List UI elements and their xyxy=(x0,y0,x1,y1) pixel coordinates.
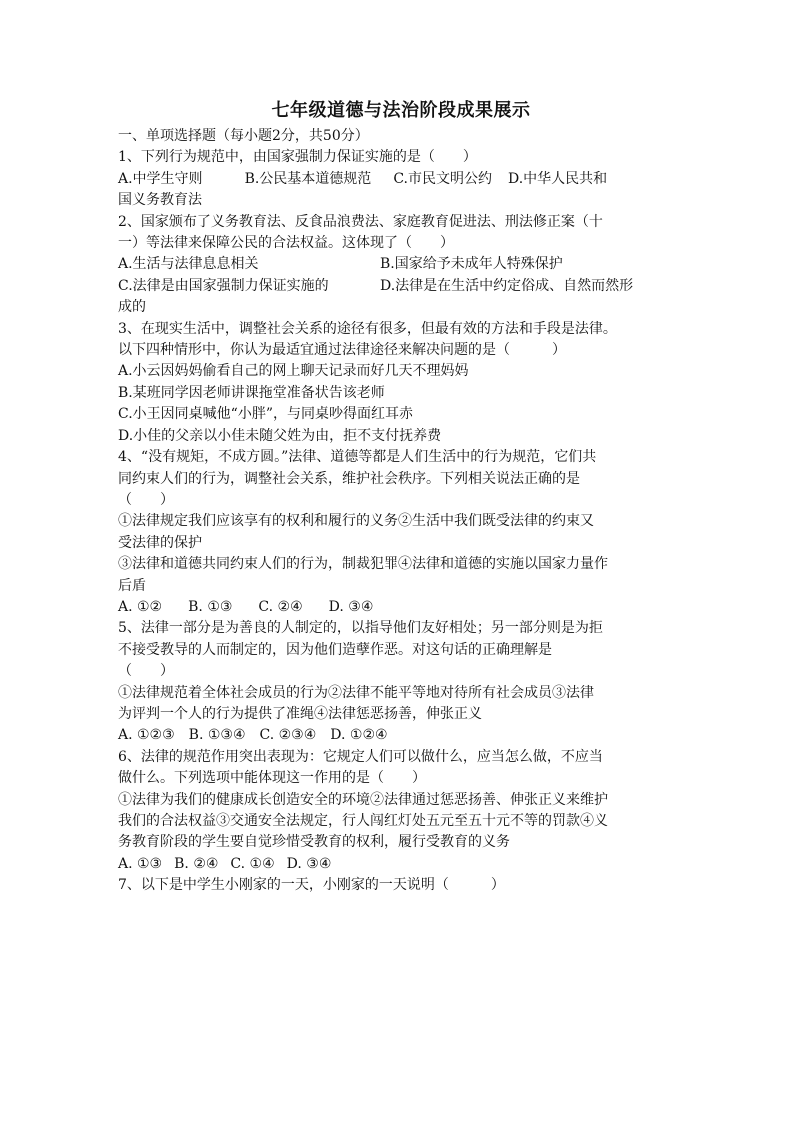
question-4-stem: 4、“没有规矩，不成方圆。”法律、道德等都是人们生活中的行为规范，它们共 xyxy=(118,449,597,466)
q4-options xyxy=(118,597,684,618)
q5-option-d: D. ①②④ xyxy=(330,727,388,744)
q3-option-c: C.小王因同桌喊他“小胖”，与同桌吵得面红耳赤 xyxy=(118,406,413,423)
q6-option-a: A. ①③ xyxy=(118,855,163,872)
question-4-stem-paren: （ ） xyxy=(118,491,174,508)
q1-option-d: D.中华人民共和 xyxy=(507,170,608,187)
q2-option-b: B.国家给予未成年人特殊保护 xyxy=(380,256,563,273)
question-6-stem-cont: 做什么。下列选项中能体现这一作用的是（ ） xyxy=(118,770,426,787)
q2-options-ab xyxy=(118,254,684,275)
question-2-stem: 2、国家颁布了义务教育法、反食品浪费法、家庭教育促进法、刑法修正案（十 xyxy=(118,213,603,230)
question-2-stem-cont: 一）等法律来保障公民的合法权益。这体现了（ ） xyxy=(118,235,454,252)
q5-option-b: B. ①③④ xyxy=(188,727,246,744)
q6-statement-line-2: 我们的合法权益③交通安全法规定，行人闯红灯处五元至五十元不等的罚款④义 xyxy=(118,813,608,829)
q6-statement-line-1: ①法律为我们的健康成长创造安全的环境②法律通过惩恶扬善、伸张正义来维护 xyxy=(118,791,608,808)
q2-option-a: A.生活与法律息息相关 xyxy=(118,256,259,273)
q2-option-d-cont: 成的 xyxy=(118,299,146,316)
q6-options xyxy=(118,854,684,875)
question-5-stem: 5、法律一部分是为善良的人制定的，以指导他们友好相处；另一部分则是为拒 xyxy=(118,620,603,637)
question-1-stem: 1、下列行为规范中，由国家强制力保证实施的是（ ） xyxy=(118,149,477,166)
q4-statement-line-3: ③法律和道德共同约束人们的行为，制裁犯罪④法律和道德的实施以国家力量作 xyxy=(118,556,608,573)
q5-statement-line-2: 为评判一个人的行为提供了准绳④法律惩恶扬善，伸张正义 xyxy=(118,705,482,722)
q4-statement-line-2: 受法律的保护 xyxy=(118,534,202,551)
q6-statement-line-3: 务教育阶段的学生要自觉珍惜受教育的权利，履行受教育的义务 xyxy=(118,834,510,851)
question-4-stem-cont: 同约束人们的行为，调整社会关系，维护社会秩序。下列相关说法正确的是 xyxy=(118,470,580,487)
question-6-stem: 6、法律的规范作用突出表现为：它规定人们可以做什么，应当怎么做，不应当 xyxy=(118,748,603,765)
q6-option-b: B. ②④ xyxy=(174,855,219,872)
q4-option-b: B. ①③ xyxy=(188,598,233,615)
section-heading: 一、单项选择题（每小题2分，共50分） xyxy=(118,128,369,144)
q2-option-c: C.法律是由国家强制力保证实施的 xyxy=(118,277,329,294)
q3-option-a: A.小云因妈妈偷看自己的网上聊天记录而好几天不理妈妈 xyxy=(118,363,469,380)
q1-option-d-cont: 国义务教育法 xyxy=(118,192,202,209)
q4-option-a: A. ①② xyxy=(118,598,163,615)
q1-option-b: B.公民基本道德规范 xyxy=(244,170,372,187)
q2-option-d: D.法律是在生活中约定俗成、自然而然形 xyxy=(380,277,634,294)
q5-statement-line-1: ①法律规范着全体社会成员的行为②法律不能平等地对待所有社会成员③法律 xyxy=(118,684,594,701)
q3-option-d: D.小佳的父亲以小佳未随父姓为由，拒不支付抚养费 xyxy=(118,427,442,444)
q5-option-a: A. ①②③ xyxy=(118,727,175,744)
question-5-stem-cont: 不接受教导的人而制定的，因为他们造孽作恶。对这句话的正确理解是 xyxy=(118,641,552,658)
q5-option-c: C. ②③④ xyxy=(259,727,317,744)
q2-options-cd xyxy=(118,276,684,297)
question-3-stem: 3、在现实生活中，调整社会关系的途径有很多，但最有效的方法和手段是法律。 xyxy=(118,320,617,337)
question-3-stem-cont: 以下四种情形中，你认为最适宜通过法律途径来解决问题的是（ ） xyxy=(118,342,566,359)
document-page xyxy=(118,98,684,897)
q4-statement-line-4: 后盾 xyxy=(118,577,146,594)
q4-option-c: C. ②④ xyxy=(258,598,303,615)
q4-option-d: D. ③④ xyxy=(328,598,374,615)
q5-options xyxy=(118,725,684,746)
question-1-options xyxy=(118,169,684,190)
q6-option-d: D. ③④ xyxy=(286,855,332,872)
q3-option-b: B.某班同学因老师讲课拖堂准备状告该老师 xyxy=(118,384,385,401)
q6-option-c: C. ①④ xyxy=(230,855,275,872)
q1-option-a: A.中学生守则 xyxy=(118,170,203,187)
q1-option-c: C.市民文明公约 xyxy=(393,170,492,187)
question-5-stem-paren: （ ） xyxy=(118,663,174,680)
q4-statement-line-1: ①法律规定我们应该享有的权利和履行的义务②生活中我们既受法律的约束又 xyxy=(118,513,594,530)
page-title: 七年级道德与法治阶段成果展示 xyxy=(271,100,531,121)
question-7-stem: 7、以下是中学生小刚家的一天，小刚家的一天说明（ ） xyxy=(118,877,505,894)
